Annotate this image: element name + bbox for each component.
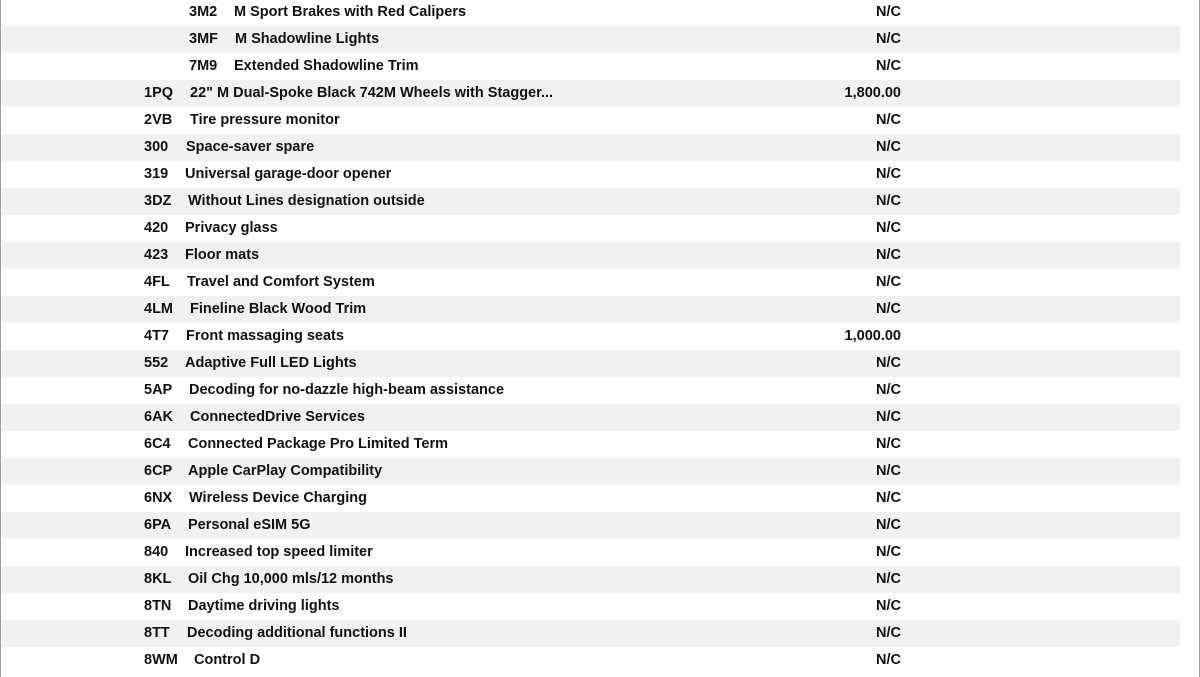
option-price: N/C [876,58,901,74]
option-code: 4T7 [144,328,169,344]
option-price: N/C [876,112,901,128]
option-row [2,323,1180,350]
option-row [2,458,1180,485]
option-row [2,296,1180,323]
option-row [2,512,1180,539]
option-row [2,431,1180,458]
option-price: N/C [876,598,901,614]
option-code: 1PQ [144,85,174,101]
option-description: ConnectedDrive Services [190,409,365,425]
option-price: N/C [876,517,901,533]
option-row [2,80,1180,107]
option-price: N/C [876,4,901,20]
option-code: 319 [144,166,169,182]
option-row [2,53,1180,80]
option-row [2,26,1180,53]
option-description: Floor mats [185,247,260,263]
option-row [2,485,1180,512]
option-row [2,242,1180,269]
option-code: 3DZ [144,193,172,209]
option-description: Personal eSIM 5G [188,517,311,533]
option-price: N/C [876,193,901,209]
option-code: 423 [144,247,169,263]
option-row [2,161,1180,188]
option-description: Universal garage-door opener [185,166,392,182]
option-description: Adaptive Full LED Lights [185,355,357,371]
option-code: 6PA [144,517,172,533]
option-code: 8TN [144,598,172,614]
option-price: N/C [876,436,901,452]
option-description: Daytime driving lights [188,598,340,614]
option-price: N/C [876,463,901,479]
option-row [2,350,1180,377]
option-row [2,404,1180,431]
option-price: N/C [876,544,901,560]
option-row [2,188,1180,215]
option-description: Space-saver spare [186,139,315,155]
option-code: 300 [144,139,169,155]
option-code: 6C4 [144,436,171,452]
option-price: N/C [876,220,901,236]
option-code: 8KL [144,571,172,587]
option-row [2,107,1180,134]
option-price: N/C [876,166,901,182]
option-price: N/C [876,625,901,641]
options-table [2,0,1180,674]
option-code: 7M9 [189,58,218,74]
option-row [2,539,1180,566]
option-code: 420 [144,220,169,236]
option-description: Front massaging seats [186,328,344,344]
option-description: Oil Chg 10,000 mls/12 months [188,571,394,587]
option-code: 2VB [144,112,173,128]
option-description: Increased top speed limiter [185,544,373,560]
option-price: N/C [876,31,901,47]
option-row [2,593,1180,620]
option-description: Tire pressure monitor [190,112,340,128]
option-description: Fineline Black Wood Trim [190,301,367,317]
option-price: N/C [876,247,901,263]
option-row [2,620,1180,647]
option-description: Decoding additional functions II [187,625,407,641]
option-description: M Sport Brakes with Red Calipers [234,4,467,20]
option-code: 6NX [144,490,173,506]
option-price: 1,800.00 [844,85,901,101]
option-price: N/C [876,490,901,506]
option-description: M Shadowline Lights [235,31,380,47]
option-row [2,566,1180,593]
option-price: N/C [876,571,901,587]
option-code: 6AK [144,409,174,425]
option-description: Wireless Device Charging [189,490,367,506]
option-price: 1,000.00 [844,328,901,344]
option-description: Without Lines designation outside [188,193,425,209]
option-description: Control D [194,652,261,668]
option-code: 6CP [144,463,173,479]
option-description: Apple CarPlay Compatibility [188,463,383,479]
option-description: Travel and Comfort System [187,274,375,290]
option-code: 3M2 [189,4,218,20]
option-code: 4LM [144,301,173,317]
option-description: Privacy glass [185,220,278,236]
option-description: Decoding for no-dazzle high-beam assistance [189,382,505,398]
option-price: N/C [876,274,901,290]
option-code: 4FL [144,274,170,290]
option-price: N/C [876,382,901,398]
option-row [2,134,1180,161]
option-code: 3MF [189,31,218,47]
option-code: 8TT [144,625,170,641]
option-price: N/C [876,355,901,371]
option-price: N/C [876,301,901,317]
option-row [2,0,1180,26]
option-price: N/C [876,139,901,155]
option-price: N/C [876,409,901,425]
option-row [2,647,1180,674]
option-row [2,377,1180,404]
option-code: 552 [144,355,169,371]
option-description: Extended Shadowline Trim [234,58,419,74]
option-code: 840 [144,544,169,560]
option-description: 22" M Dual-Spoke Black 742M Wheels with Stagger... [190,85,554,101]
option-code: 8WM [144,652,178,668]
option-row [2,269,1180,296]
option-row [2,215,1180,242]
option-code: 5AP [144,382,173,398]
option-description: Connected Package Pro Limited Term [188,436,448,452]
option-price: N/C [876,652,901,668]
